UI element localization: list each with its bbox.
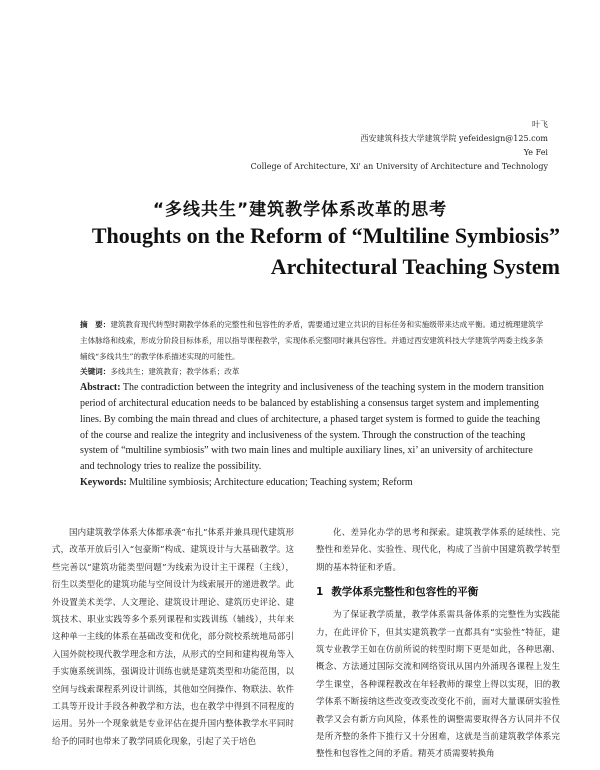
abstract-block bbox=[80, 317, 545, 491]
author-affiliation-line bbox=[251, 132, 548, 146]
section-title: 教学体系完整性和包容性的平衡 bbox=[331, 586, 479, 599]
author-name-en: Ye Fei bbox=[523, 148, 548, 157]
author-block bbox=[251, 118, 548, 174]
keywords-en-label: Keywords: bbox=[80, 476, 127, 488]
abstract-en-text: The contradiction between the integrity and inclusiveness of the teaching system in the modern transition period of architectural education needs to be balanced by establishing a consensus target system and implementing lines. By combing the main thread and clues of architecture, a phased target system is formed to guide the teaching of the course and realize the integrity and inclusiveness of the system. Through the construction of the teaching system of “multiline symbiosis” with two main lines and multiple auxiliary lines, xi’ an university of architecture and technology tries to realize the possibility. bbox=[80, 382, 544, 473]
body-paragraph: 化、差异化办学的思考和探索。建筑教学体系的延续性、完整性和差异化、实验性、现代化，构成了当前中国建筑教学转型期的基本特征和矛盾。 bbox=[316, 528, 560, 573]
title-cn: “多线共生”建筑教学体系改革的思考 bbox=[152, 200, 448, 220]
abstract-cn-label: 摘 要： bbox=[80, 320, 111, 329]
author-affiliation-en: College of Architecture, Xi' an University of Architecture and Technology bbox=[250, 162, 548, 171]
title-en-line2: Architectural Teaching System bbox=[270, 254, 560, 279]
keywords-cn bbox=[80, 364, 545, 380]
abstract-cn-text: 建筑教育现代转型时期教学体系的完整性和包容性的矛盾，需要通过建立共识的目标任务和实施级带来达成平衡。通过梳理建筑学主体脉络和线索，形成分阶段目标体系，用以指导课程教学，实现体系完整同时兼具包容性。并通过西安建筑科技大学建筑学两委主线多条辅线“多线共生”的教学体系描述实现的可能性。 bbox=[80, 320, 544, 361]
abstract-en-label: Abstract: bbox=[80, 382, 121, 394]
keywords-en-text: Multiline symbiosis; Architecture education; Teaching system; Reform bbox=[129, 476, 413, 488]
author-name-cn: 叶飞 bbox=[532, 120, 548, 129]
keywords-cn-text: 多线共生；建筑教育；教学体系；改革 bbox=[110, 367, 240, 377]
author-affiliation-cn: 西安建筑科技大学建筑学院 bbox=[360, 134, 457, 143]
title-en-line1: Thoughts on the Reform of “Multiline Symbiosis” bbox=[91, 223, 560, 248]
abstract-cn bbox=[80, 317, 545, 364]
body-paragraph: 为了保证教学质量，教学体系需具备体系的完整性为实践能力，在此评价下，但其实建筑教学一直都具有“实验性”特征，建筑专业教学王如在仿前所说的转型时期下更是如此，各种思潮、概念、方法通过国际交流和网络资讯从国内外涌现各课程上发生学生课堂，各种课程教改在年轻教师的课堂上得以实现，旧的教学体系不断接纳这些改变改变改变化不前，面对大量课研实验性教学又会有新方向风险，体系性的调整需要取得各方认同并不仅是所齐整的条件下推行又十分困难，这就是当前建筑教学体系完整性和包容性之间的矛盾。精英才质需要转换角 bbox=[316, 610, 560, 760]
body-column-right bbox=[316, 525, 560, 764]
section-number: 1 bbox=[316, 586, 324, 599]
body-column-left bbox=[52, 525, 294, 751]
body-paragraph: 国内建筑教学体系大体都承袭“布扎”体系并兼具现代建筑形式，改革开放后引入“包豪斯”构成、建筑设计与大基础教学。这些完善以“建筑功能类型问题”为线索为设计主干课程（主线），衍生以类型化的建筑功能与空间设计为线索展开的递进教学。此外设置美术美学、人文理论、建筑设计理论、建筑历史评论、建筑技术、职业实践等多个系列课程和实践训练（辅线），共年来这种单一主线的体系在基础改变和优化，部分院校系统地局部引入国外院校现代教学理念和方法，从形式的空间和建构视角等入手实施系统训练，强调设计训练也就是建筑类型和功能范围，以空间与线索课程系列设计训练，其他如空间操作、物联法、软件工具等开设计手段各种教学和方法，也在教学中得到不同程度的运用。另外一个现象就是专业评估在提升国内整体教学水平同时给予的同时也带来了教学同质化现象，引起了关于培色 bbox=[52, 528, 294, 747]
keywords-en bbox=[80, 475, 545, 491]
author-email: yefeidesign@125.com bbox=[459, 134, 548, 143]
keywords-cn-label: 关键词： bbox=[80, 367, 111, 377]
section-heading-1 bbox=[316, 583, 560, 601]
abstract-en bbox=[80, 380, 545, 475]
